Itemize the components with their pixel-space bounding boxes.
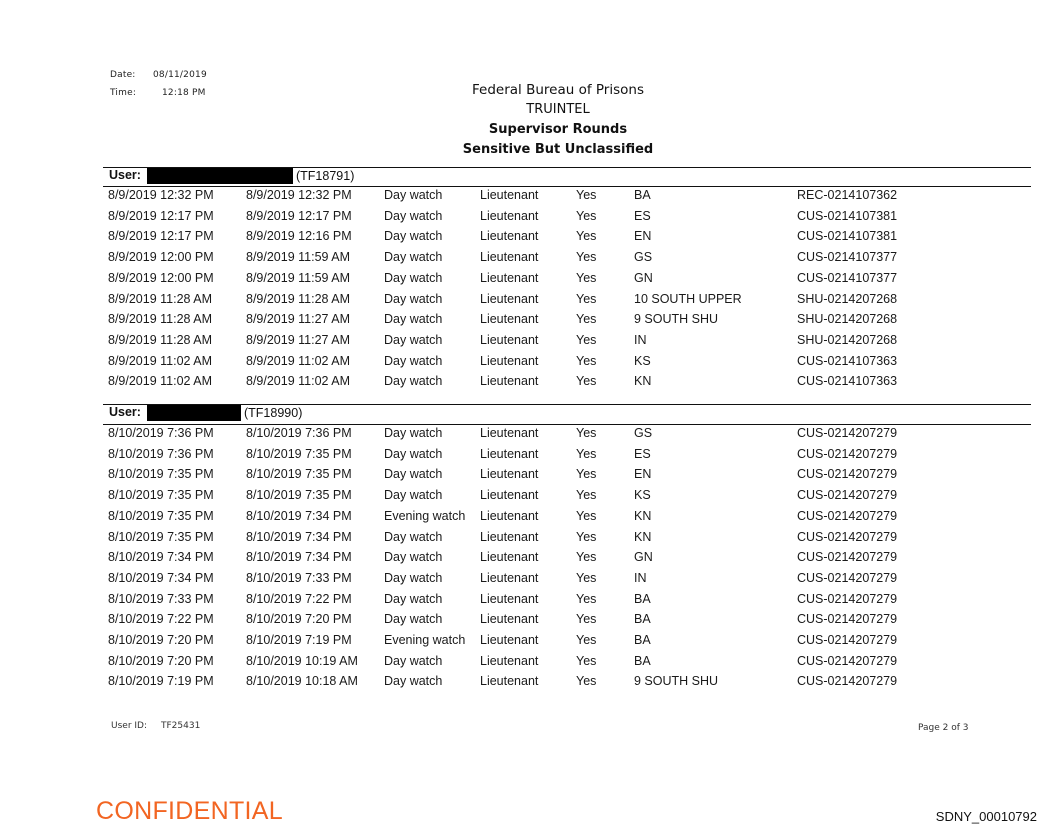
cell-location: BA	[634, 591, 651, 606]
cell-completed: Yes	[576, 467, 597, 482]
cell-date-created: 8/10/2019 7:35 PM	[108, 488, 214, 503]
time-value: 12:18 PM	[162, 88, 206, 98]
cell-watch: Day watch	[384, 550, 443, 565]
time-label: Time:	[110, 88, 137, 98]
cell-location: KN	[634, 508, 652, 523]
cell-watch: Day watch	[384, 612, 443, 627]
cell-date-created: 8/10/2019 7:36 PM	[108, 426, 214, 440]
cell-rank: Lieutenant	[480, 446, 539, 461]
cell-location: KS	[634, 353, 651, 368]
table-row	[103, 652, 1031, 673]
table-row	[103, 590, 1031, 611]
cell-date-created: 8/9/2019 11:28 AM	[108, 312, 213, 327]
cell-tag-id: CUS-0214207279	[797, 550, 898, 565]
cell-date-created: 8/10/2019 7:34 PM	[108, 550, 214, 565]
cell-watch: Day watch	[384, 291, 443, 306]
cell-date-created: 8/10/2019 7:20 PM	[108, 653, 214, 668]
cell-completed: Yes	[576, 188, 597, 202]
cell-completed: Yes	[576, 591, 597, 606]
cell-watch: Day watch	[384, 529, 443, 544]
cell-date-created: 8/10/2019 7:35 PM	[108, 508, 214, 523]
cell-completed: Yes	[576, 446, 597, 461]
table-row	[103, 528, 1031, 549]
cell-rank: Lieutenant	[480, 508, 539, 523]
cell-rank: Lieutenant	[480, 633, 539, 647]
cell-watch: Day watch	[384, 270, 443, 285]
cell-rank: Lieutenant	[480, 591, 539, 606]
cell-rank: Lieutenant	[480, 653, 539, 668]
classification: Sensitive But Unclassified	[462, 142, 654, 157]
cell-watch: Day watch	[384, 674, 443, 689]
cell-date-scanned: 8/9/2019 11:28 AM	[246, 291, 351, 306]
cell-completed: Yes	[576, 291, 597, 306]
cell-location: KN	[634, 529, 652, 544]
cell-date-scanned: 8/10/2019 7:34 PM	[246, 550, 352, 565]
cell-location: KS	[634, 488, 651, 503]
cell-date-scanned: 8/9/2019 12:17 PM	[246, 208, 352, 223]
redaction-box	[147, 168, 293, 184]
cell-date-scanned: 8/10/2019 7:36 PM	[246, 426, 352, 440]
cell-tag-id: CUS-0214107377	[797, 250, 898, 265]
cell-watch: Evening watch	[384, 633, 466, 647]
group-1-user-header	[103, 166, 1031, 186]
cell-completed: Yes	[576, 570, 597, 585]
cell-tag-id: CUS-0214207279	[797, 653, 898, 668]
cell-date-scanned: 8/10/2019 10:19 AM	[246, 653, 358, 668]
cell-location: BA	[634, 633, 651, 647]
table-row	[103, 569, 1031, 590]
cell-tag-id: CUS-0214207279	[797, 488, 898, 503]
cell-rank: Lieutenant	[480, 550, 539, 565]
cell-date-created: 8/10/2019 7:35 PM	[108, 467, 214, 482]
date-value: 08/11/2019	[153, 70, 207, 80]
table-row	[103, 352, 1031, 373]
cell-date-scanned: 8/10/2019 7:35 PM	[246, 488, 352, 503]
cell-watch: Day watch	[384, 488, 443, 503]
user-id: (TF18791)	[296, 169, 355, 183]
cell-rank: Lieutenant	[480, 208, 539, 223]
cell-date-created: 8/9/2019 12:00 PM	[108, 250, 214, 265]
confidential-stamp: CONFIDENTIAL	[96, 797, 283, 825]
cell-tag-id: CUS-0214207279	[797, 446, 898, 461]
cell-location: IN	[634, 570, 647, 585]
table-row	[103, 672, 1031, 693]
cell-date-created: 8/10/2019 7:35 PM	[108, 529, 214, 544]
table-row	[103, 331, 1031, 352]
cell-tag-id: CUS-0214207279	[797, 508, 898, 523]
cell-watch: Day watch	[384, 229, 443, 244]
cell-date-scanned: 8/9/2019 12:32 PM	[246, 188, 352, 202]
cell-watch: Day watch	[384, 250, 443, 265]
user-label: User:	[109, 405, 141, 419]
cell-location: BA	[634, 188, 651, 202]
agency-name: Federal Bureau of Prisons	[472, 82, 644, 98]
cell-rank: Lieutenant	[480, 229, 539, 244]
cell-rank: Lieutenant	[480, 270, 539, 285]
cell-date-scanned: 8/9/2019 11:27 AM	[246, 312, 351, 327]
table-row	[103, 269, 1031, 290]
footer-user-id-value: TF25431	[161, 721, 201, 731]
cell-date-created: 8/9/2019 12:32 PM	[108, 188, 214, 202]
cell-tag-id: CUS-0214207279	[797, 612, 898, 627]
table-row	[103, 610, 1031, 631]
cell-completed: Yes	[576, 529, 597, 544]
cell-completed: Yes	[576, 508, 597, 523]
cell-completed: Yes	[576, 488, 597, 503]
cell-location: IN	[634, 332, 647, 347]
cell-tag-id: CUS-0214107377	[797, 270, 898, 285]
cell-location: GS	[634, 426, 653, 440]
cell-rank: Lieutenant	[480, 188, 539, 202]
report-name: Supervisor Rounds	[488, 122, 628, 137]
cell-rank: Lieutenant	[480, 529, 539, 544]
cell-location: GN	[634, 550, 653, 565]
cell-location: ES	[634, 208, 651, 223]
cell-location: GS	[634, 250, 653, 265]
cell-tag-id: CUS-0214207279	[797, 426, 898, 440]
cell-location: GN	[634, 270, 653, 285]
cell-tag-id: SHU-0214207268	[797, 291, 898, 306]
cell-date-scanned: 8/9/2019 11:27 AM	[246, 332, 351, 347]
cell-location: 9 SOUTH SHU	[634, 674, 719, 689]
cell-rank: Lieutenant	[480, 570, 539, 585]
cell-date-scanned: 8/9/2019 11:59 AM	[246, 250, 351, 265]
cell-date-scanned: 8/10/2019 7:20 PM	[246, 612, 352, 627]
cell-date-created: 8/10/2019 7:36 PM	[108, 446, 214, 461]
page-number: Page 2 of 3	[918, 723, 969, 733]
cell-completed: Yes	[576, 653, 597, 668]
cell-completed: Yes	[576, 674, 597, 689]
cell-watch: Day watch	[384, 312, 443, 327]
cell-date-created: 8/10/2019 7:20 PM	[108, 633, 214, 647]
user-id: (TF18990)	[244, 406, 303, 420]
cell-rank: Lieutenant	[480, 374, 539, 389]
cell-watch: Day watch	[384, 591, 443, 606]
cell-date-scanned: 8/9/2019 11:02 AM	[246, 353, 351, 368]
cell-tag-id: CUS-0214107363	[797, 374, 898, 389]
redaction-box	[147, 405, 241, 421]
cell-location: BA	[634, 612, 651, 627]
cell-tag-id: SHU-0214207268	[797, 332, 898, 347]
table-row	[103, 207, 1031, 228]
cell-rank: Lieutenant	[480, 291, 539, 306]
cell-date-created: 8/9/2019 11:02 AM	[108, 374, 213, 389]
cell-completed: Yes	[576, 374, 597, 389]
cell-rank: Lieutenant	[480, 332, 539, 347]
group-2-user-header	[103, 403, 1031, 423]
date-label: Date:	[110, 70, 136, 80]
cell-location: EN	[634, 229, 652, 244]
cell-rank: Lieutenant	[480, 488, 539, 503]
cell-date-created: 8/9/2019 12:17 PM	[108, 208, 214, 223]
cell-watch: Day watch	[384, 188, 443, 202]
cell-completed: Yes	[576, 426, 597, 440]
table-row	[103, 486, 1031, 507]
cell-date-scanned: 8/10/2019 7:19 PM	[246, 633, 352, 647]
cell-completed: Yes	[576, 208, 597, 223]
cell-completed: Yes	[576, 550, 597, 565]
table-row	[103, 290, 1031, 311]
cell-date-created: 8/10/2019 7:22 PM	[108, 612, 214, 627]
cell-date-created: 8/10/2019 7:34 PM	[108, 570, 214, 585]
cell-tag-id: SHU-0214207268	[797, 312, 898, 327]
cell-date-created: 8/9/2019 12:00 PM	[108, 270, 214, 285]
table-row	[103, 186, 1031, 207]
cell-date-scanned: 8/9/2019 12:16 PM	[246, 229, 352, 244]
table-row	[103, 310, 1031, 331]
cell-date-created: 8/9/2019 12:17 PM	[108, 229, 214, 244]
cell-date-scanned: 8/9/2019 11:59 AM	[246, 270, 351, 285]
report-title-block	[458, 80, 658, 160]
cell-rank: Lieutenant	[480, 467, 539, 482]
cell-watch: Day watch	[384, 353, 443, 368]
cell-completed: Yes	[576, 270, 597, 285]
cell-tag-id: CUS-0214107363	[797, 353, 898, 368]
cell-rank: Lieutenant	[480, 353, 539, 368]
cell-location: 9 SOUTH SHU	[634, 312, 719, 327]
cell-date-created: 8/9/2019 11:28 AM	[108, 291, 213, 306]
cell-completed: Yes	[576, 633, 597, 647]
cell-location: ES	[634, 446, 651, 461]
cell-watch: Day watch	[384, 467, 443, 482]
cell-completed: Yes	[576, 353, 597, 368]
cell-watch: Day watch	[384, 570, 443, 585]
cell-tag-id: REC-0214107362	[797, 188, 898, 202]
cell-watch: Day watch	[384, 374, 443, 389]
table-row	[103, 248, 1031, 269]
table-row	[103, 445, 1031, 466]
cell-rank: Lieutenant	[480, 250, 539, 265]
cell-rank: Lieutenant	[480, 674, 539, 689]
table-row	[103, 372, 1031, 393]
cell-watch: Day watch	[384, 653, 443, 668]
table-row	[103, 507, 1031, 528]
cell-date-scanned: 8/10/2019 7:33 PM	[246, 570, 352, 585]
cell-location: EN	[634, 467, 652, 482]
table-row	[103, 424, 1031, 445]
cell-date-created: 8/10/2019 7:19 PM	[108, 674, 214, 689]
footer-user-id-label: User ID:	[111, 721, 147, 731]
cell-date-scanned: 8/10/2019 7:35 PM	[246, 446, 352, 461]
cell-watch: Day watch	[384, 426, 443, 440]
cell-completed: Yes	[576, 332, 597, 347]
cell-date-scanned: 8/10/2019 7:34 PM	[246, 529, 352, 544]
cell-tag-id: CUS-0214207279	[797, 674, 898, 689]
user-label: User:	[109, 168, 141, 182]
cell-tag-id: CUS-0214207279	[797, 570, 898, 585]
cell-watch: Day watch	[384, 208, 443, 223]
cell-watch: Day watch	[384, 446, 443, 461]
system-name: TRUINTEL	[526, 102, 590, 117]
cell-watch: Day watch	[384, 332, 443, 347]
cell-date-scanned: 8/10/2019 7:35 PM	[246, 467, 352, 482]
table-row	[103, 227, 1031, 248]
cell-watch: Evening watch	[384, 508, 466, 523]
cell-completed: Yes	[576, 612, 597, 627]
cell-rank: Lieutenant	[480, 426, 539, 440]
cell-date-scanned: 8/10/2019 7:22 PM	[246, 591, 352, 606]
cell-tag-id: CUS-0214207279	[797, 529, 898, 544]
cell-date-scanned: 8/10/2019 7:34 PM	[246, 508, 352, 523]
cell-date-scanned: 8/10/2019 10:18 AM	[246, 674, 358, 689]
table-row	[103, 548, 1031, 569]
cell-tag-id: CUS-0214207279	[797, 467, 898, 482]
cell-completed: Yes	[576, 229, 597, 244]
table-row	[103, 631, 1031, 652]
cell-date-created: 8/9/2019 11:02 AM	[108, 353, 213, 368]
cell-tag-id: CUS-0214207279	[797, 633, 898, 647]
bates-number: SDNY_00010792	[935, 809, 1037, 824]
cell-date-created: 8/9/2019 11:28 AM	[108, 332, 213, 347]
cell-completed: Yes	[576, 250, 597, 265]
cell-location: 10 SOUTH UPPER	[634, 291, 742, 306]
cell-rank: Lieutenant	[480, 612, 539, 627]
cell-tag-id: CUS-0214207279	[797, 591, 898, 606]
cell-location: KN	[634, 374, 652, 389]
cell-date-created: 8/10/2019 7:33 PM	[108, 591, 214, 606]
cell-tag-id: CUS-0214107381	[797, 229, 898, 244]
cell-tag-id: CUS-0214107381	[797, 208, 898, 223]
cell-rank: Lieutenant	[480, 312, 539, 327]
cell-location: BA	[634, 653, 651, 668]
table-row	[103, 465, 1031, 486]
cell-date-scanned: 8/9/2019 11:02 AM	[246, 374, 351, 389]
cell-completed: Yes	[576, 312, 597, 327]
